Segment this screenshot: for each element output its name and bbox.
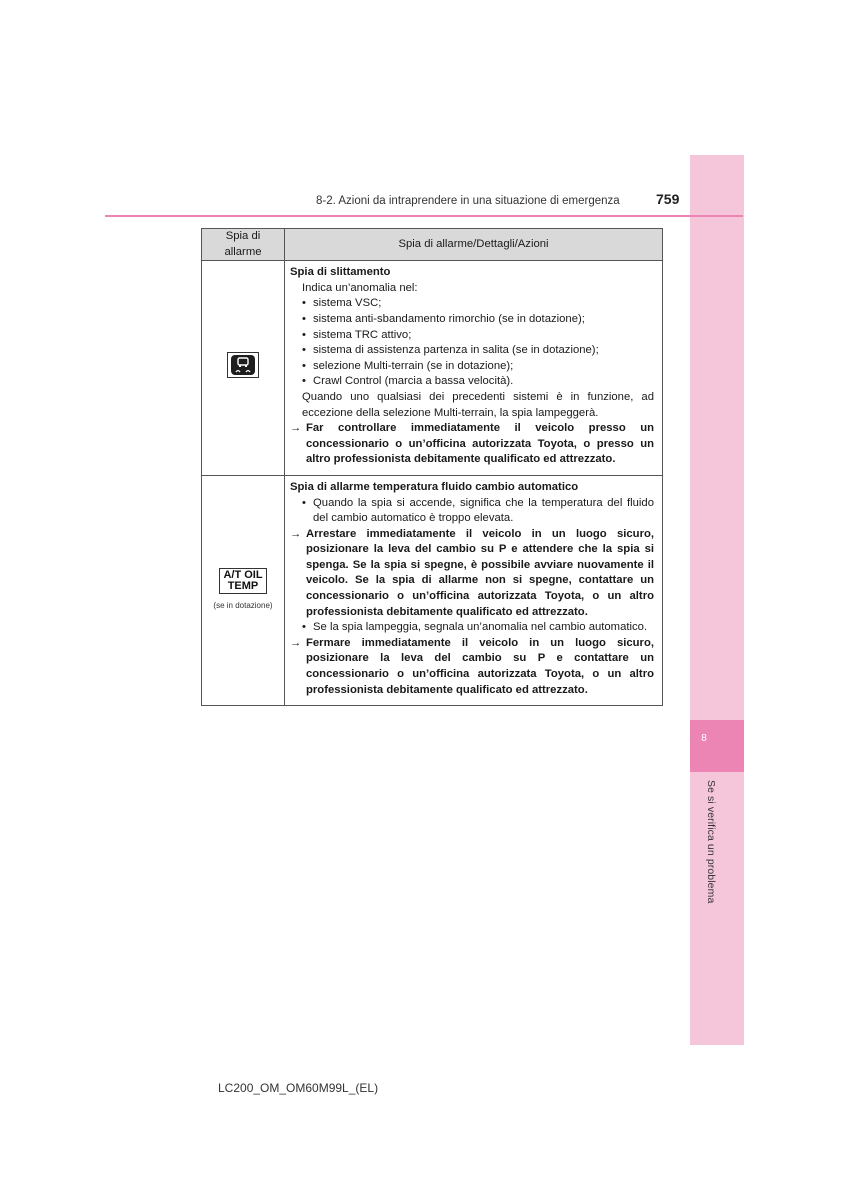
chapter-number-marker (690, 720, 744, 772)
light-title: Spia di slittamento (290, 266, 391, 279)
list-item: • Crawl Control (marcia a bassa velocità). (290, 374, 654, 390)
list-item: • sistema TRC attivo; (290, 328, 654, 344)
table-row (202, 475, 663, 705)
action-text: → Fermare immediatamente il veicolo in un luogo sicuro, posizionare la leva del cambio su P e contattare un concessionario o un’officina autorizzata Toyota, o un altro professionista debitamente qualificato ed attrezzato. (290, 636, 654, 698)
chapter-number: 8 (701, 733, 707, 744)
header-rule (105, 215, 743, 217)
action-text: → Arrestare immediatamente il veicolo in un luogo sicuro, posizionare la leva del cambio su P e attendere che la spia si spenga. Se la spia si spegne, è possibile avviare nuovamente il veicolo. Se la spia di allarme non si spegne, contattare un concessionario o un’officina autorizzata Toyota, o un altro professionista debitamente qualificato ed attrezzato. (290, 527, 654, 621)
note-text: Quando uno qualsiasi dei precedenti sistemi è in funzione, ad eccezione della selezione Multi-terrain, la spia lampeggerà. (302, 390, 654, 419)
list-item: • sistema VSC; (290, 296, 654, 312)
list-item: • Se la spia lampeggia, segnala un’anomalia nel cambio automatico. (290, 620, 654, 636)
icon-text: A/T OIL (223, 568, 263, 581)
column-header-details: Spia di allarme/Dettagli/Azioni (285, 229, 663, 261)
light-title: Spia di allarme temperatura fluido cambio automatico (290, 480, 579, 493)
chapter-label: Se si verifica un problema (705, 780, 717, 904)
icon-text: TEMP (227, 579, 259, 592)
list-item: • selezione Multi-terrain (se in dotazione); (290, 359, 654, 375)
document-code: LC200_OM_OM60M99L_(EL) (218, 1081, 379, 1095)
icon-cell (202, 475, 285, 705)
list-item: • Quando la spia si accende, significa che la temperatura del fluido del cambio automatico è troppo elevata. (290, 496, 654, 527)
side-chapter-tab (690, 155, 744, 1045)
action-text: → Far controllare immediatamente il veicolo presso un concessionario o un’officina autorizzata Toyota, o presso un altro professionista debitamente qualificato ed attrezzato. (290, 421, 654, 468)
list-item: • sistema di assistenza partenza in salita (se in dotazione); (290, 343, 654, 359)
icon-cell (202, 261, 285, 476)
warning-light-table (201, 228, 663, 706)
list-item: • sistema anti-sbandamento rimorchio (se in dotazione); (290, 312, 654, 328)
page-number: 759 (656, 191, 680, 207)
slip-indicator-icon (227, 352, 259, 378)
details-cell (285, 475, 663, 705)
column-header-light: Spia di allarme (202, 229, 285, 261)
details-cell (285, 261, 663, 476)
section-title: 8-2. Azioni da intraprendere in una situazione di emergenza (316, 195, 620, 207)
table-row (202, 261, 663, 476)
at-oil-temp-icon (219, 568, 266, 594)
table-header-row (202, 229, 663, 261)
equipment-note: (se in dotazione) (213, 600, 273, 610)
intro-text: Indica un’anomalia nel: (302, 281, 418, 294)
